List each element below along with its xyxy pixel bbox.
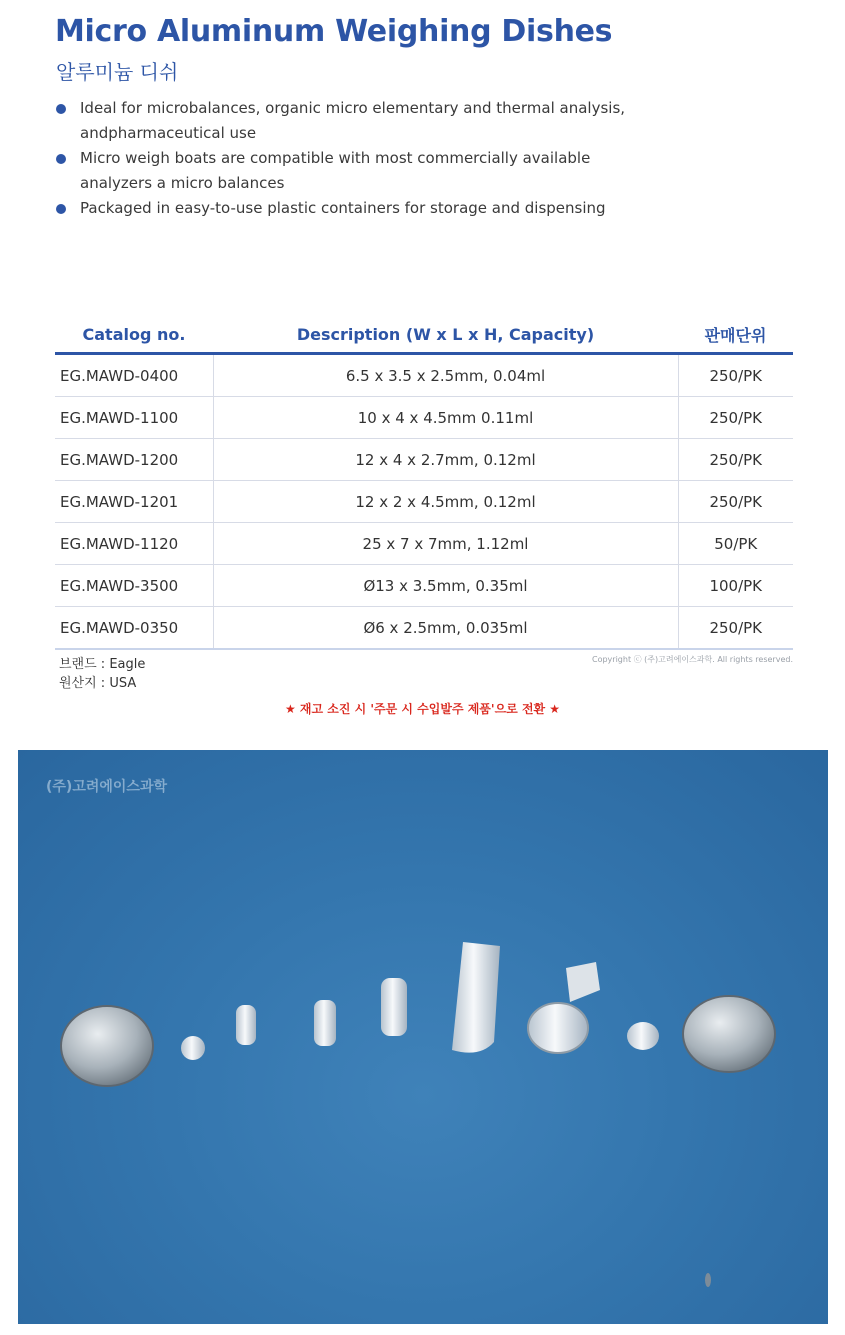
- dish-1201: [381, 978, 407, 1036]
- product-meta: [59, 655, 145, 693]
- small-particle: [705, 1273, 711, 1287]
- description-cell: 12 x 4 x 2.7mm, 0.12ml: [213, 439, 678, 481]
- brand-label: 브랜드 : Eagle: [59, 657, 146, 672]
- catalog-number: EG.MAWD-0350: [55, 607, 213, 650]
- dish-1100: [236, 1005, 256, 1045]
- feature-list: [55, 96, 655, 221]
- page-title: Micro Aluminum Weighing Dishes: [55, 14, 613, 49]
- unit-cell: 250/PK: [678, 481, 793, 523]
- quarter-coin-right: [683, 996, 775, 1072]
- table-row: [55, 607, 793, 650]
- description-cell: 6.5 x 3.5 x 2.5mm, 0.04ml: [213, 354, 678, 397]
- feature-text: Ideal for microbalances, organic micro elementary and thermal analysis, andpharmaceutical use: [80, 99, 626, 142]
- dish-0400: [181, 1036, 205, 1060]
- column-header-unit: 판매단위: [678, 316, 793, 354]
- product-photo-illustration: [18, 750, 828, 1324]
- bullet-icon: [56, 154, 66, 164]
- table-row: [55, 439, 793, 481]
- column-header-catalog: Catalog no.: [55, 316, 213, 354]
- catalog-number: EG.MAWD-3500: [55, 565, 213, 607]
- dish-3500-tab: [566, 962, 600, 1002]
- dish-1200: [314, 1000, 336, 1046]
- product-photo: [18, 750, 828, 1324]
- copyright-notice: Copyright ⓒ (주)고려에이스과학. All rights reserved.: [592, 655, 793, 664]
- feature-text: Packaged in easy-to-use plastic containers for storage and dispensing: [80, 199, 606, 217]
- unit-cell: 250/PK: [678, 439, 793, 481]
- unit-cell: 250/PK: [678, 354, 793, 397]
- column-header-description: Description (W x L x H, Capacity): [213, 316, 678, 354]
- feature-item: [55, 96, 655, 146]
- description-cell: Ø13 x 3.5mm, 0.35ml: [213, 565, 678, 607]
- unit-cell: 100/PK: [678, 565, 793, 607]
- description-cell: 10 x 4 x 4.5mm 0.11ml: [213, 397, 678, 439]
- catalog-number: EG.MAWD-1200: [55, 439, 213, 481]
- stock-notice: ★ 재고 소진 시 '주문 시 수입발주 제품'으로 전환 ★: [284, 702, 561, 716]
- bullet-icon: [56, 104, 66, 114]
- table-row: [55, 397, 793, 439]
- feature-item: [55, 146, 655, 196]
- dime-coin-left: [61, 1006, 153, 1086]
- catalog-table: [55, 316, 793, 650]
- catalog-number: EG.MAWD-0400: [55, 354, 213, 397]
- unit-cell: 50/PK: [678, 523, 793, 565]
- dish-1120: [452, 942, 500, 1053]
- feature-text: Micro weigh boats are compatible with most commercially available analyzers a micro balances: [80, 149, 591, 192]
- page-subtitle: 알루미늄 디쉬: [56, 60, 179, 84]
- catalog-number: EG.MAWD-1120: [55, 523, 213, 565]
- bullet-icon: [56, 204, 66, 214]
- watermark: (주)고려에이스과학: [46, 779, 167, 795]
- table-row: [55, 523, 793, 565]
- table-row: [55, 565, 793, 607]
- dish-0350: [627, 1022, 659, 1050]
- table-row: [55, 481, 793, 523]
- description-cell: 12 x 2 x 4.5mm, 0.12ml: [213, 481, 678, 523]
- catalog-number: EG.MAWD-1100: [55, 397, 213, 439]
- description-cell: 25 x 7 x 7mm, 1.12ml: [213, 523, 678, 565]
- table-row: [55, 354, 793, 397]
- unit-cell: 250/PK: [678, 607, 793, 650]
- dish-3500: [528, 1003, 588, 1053]
- table-header-row: [55, 316, 793, 354]
- unit-cell: 250/PK: [678, 397, 793, 439]
- feature-item: [55, 196, 655, 221]
- origin-label: 원산지 : USA: [59, 676, 137, 691]
- catalog-number: EG.MAWD-1201: [55, 481, 213, 523]
- description-cell: Ø6 x 2.5mm, 0.035ml: [213, 607, 678, 650]
